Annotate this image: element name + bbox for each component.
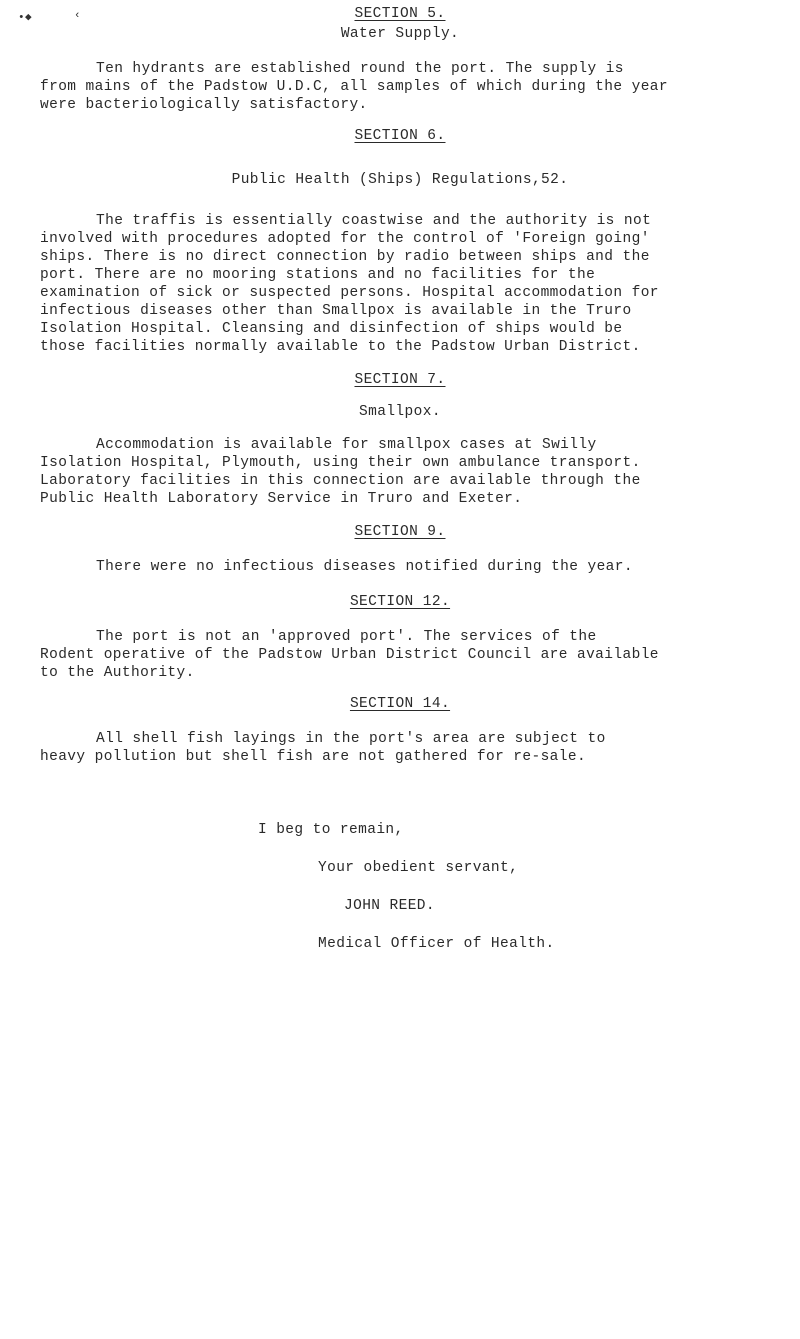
corner-mark: ‹	[74, 10, 82, 22]
text-line: Accommodation is available for smallpox cases at Swilly	[96, 437, 597, 453]
text-line: The port is not an 'approved port'. The services of the	[96, 629, 597, 645]
section-heading: SECTION 9.	[354, 524, 446, 540]
section-heading: SECTION 7.	[354, 372, 446, 388]
text-line: those facilities normally available to the Padstow Urban District.	[40, 339, 641, 355]
text-line: port. There are no mooring stations and no facilities for the	[40, 267, 596, 283]
section-heading: SECTION 12.	[349, 594, 451, 610]
section-heading: SECTION 5.	[354, 6, 446, 22]
text-line: Laboratory facilities in this connection are available through the	[40, 473, 641, 489]
text-line: infectious diseases other than Smallpox is available in the Truro	[40, 303, 632, 319]
text-line: The traffis is essentially coastwise and the authority is not	[96, 213, 652, 229]
signatory-title: Medical Officer of Health.	[318, 936, 555, 952]
section-subheading: Water Supply.	[340, 26, 460, 42]
text-line: There were no infectious diseases notified during the year.	[96, 559, 633, 575]
text-line: All shell fish layings in the port's area are subject to	[96, 731, 606, 747]
closing-salutation: I beg to remain,	[258, 822, 404, 838]
text-line: involved with procedures adopted for the control of 'Foreign going'	[40, 231, 650, 247]
text-line: ships. There is no direct connection by radio between ships and the	[40, 249, 650, 265]
text-line: were bacteriologically satisfactory.	[40, 97, 368, 113]
text-line: to the Authority.	[40, 665, 195, 681]
text-line: heavy pollution but shell fish are not gathered for re-sale.	[40, 749, 587, 765]
text-line: Isolation Hospital. Cleansing and disinfection of ships would be	[40, 321, 623, 337]
signatory-name: JOHN REED.	[344, 898, 436, 914]
text-line: Isolation Hospital, Plymouth, using their own ambulance transport.	[40, 455, 641, 471]
section-subheading: Smallpox.	[359, 404, 441, 420]
corner-mark: •◆	[18, 12, 33, 24]
text-line: Rodent operative of the Padstow Urban District Council are available	[40, 647, 659, 663]
text-line: from mains of the Padstow U.D.C, all samples of which during the year	[40, 79, 668, 95]
text-line: examination of sick or suspected persons. Hospital accommodation for	[40, 285, 659, 301]
closing-servant: Your obedient servant,	[318, 860, 519, 876]
text-line: Ten hydrants are established round the port. The supply is	[96, 61, 624, 77]
section-heading: SECTION 14.	[349, 696, 451, 712]
section-heading: SECTION 6.	[354, 128, 446, 144]
section-subheading: Public Health (Ships) Regulations,52.	[231, 172, 569, 188]
text-line: Public Health Laboratory Service in Truro and Exeter.	[40, 491, 523, 507]
